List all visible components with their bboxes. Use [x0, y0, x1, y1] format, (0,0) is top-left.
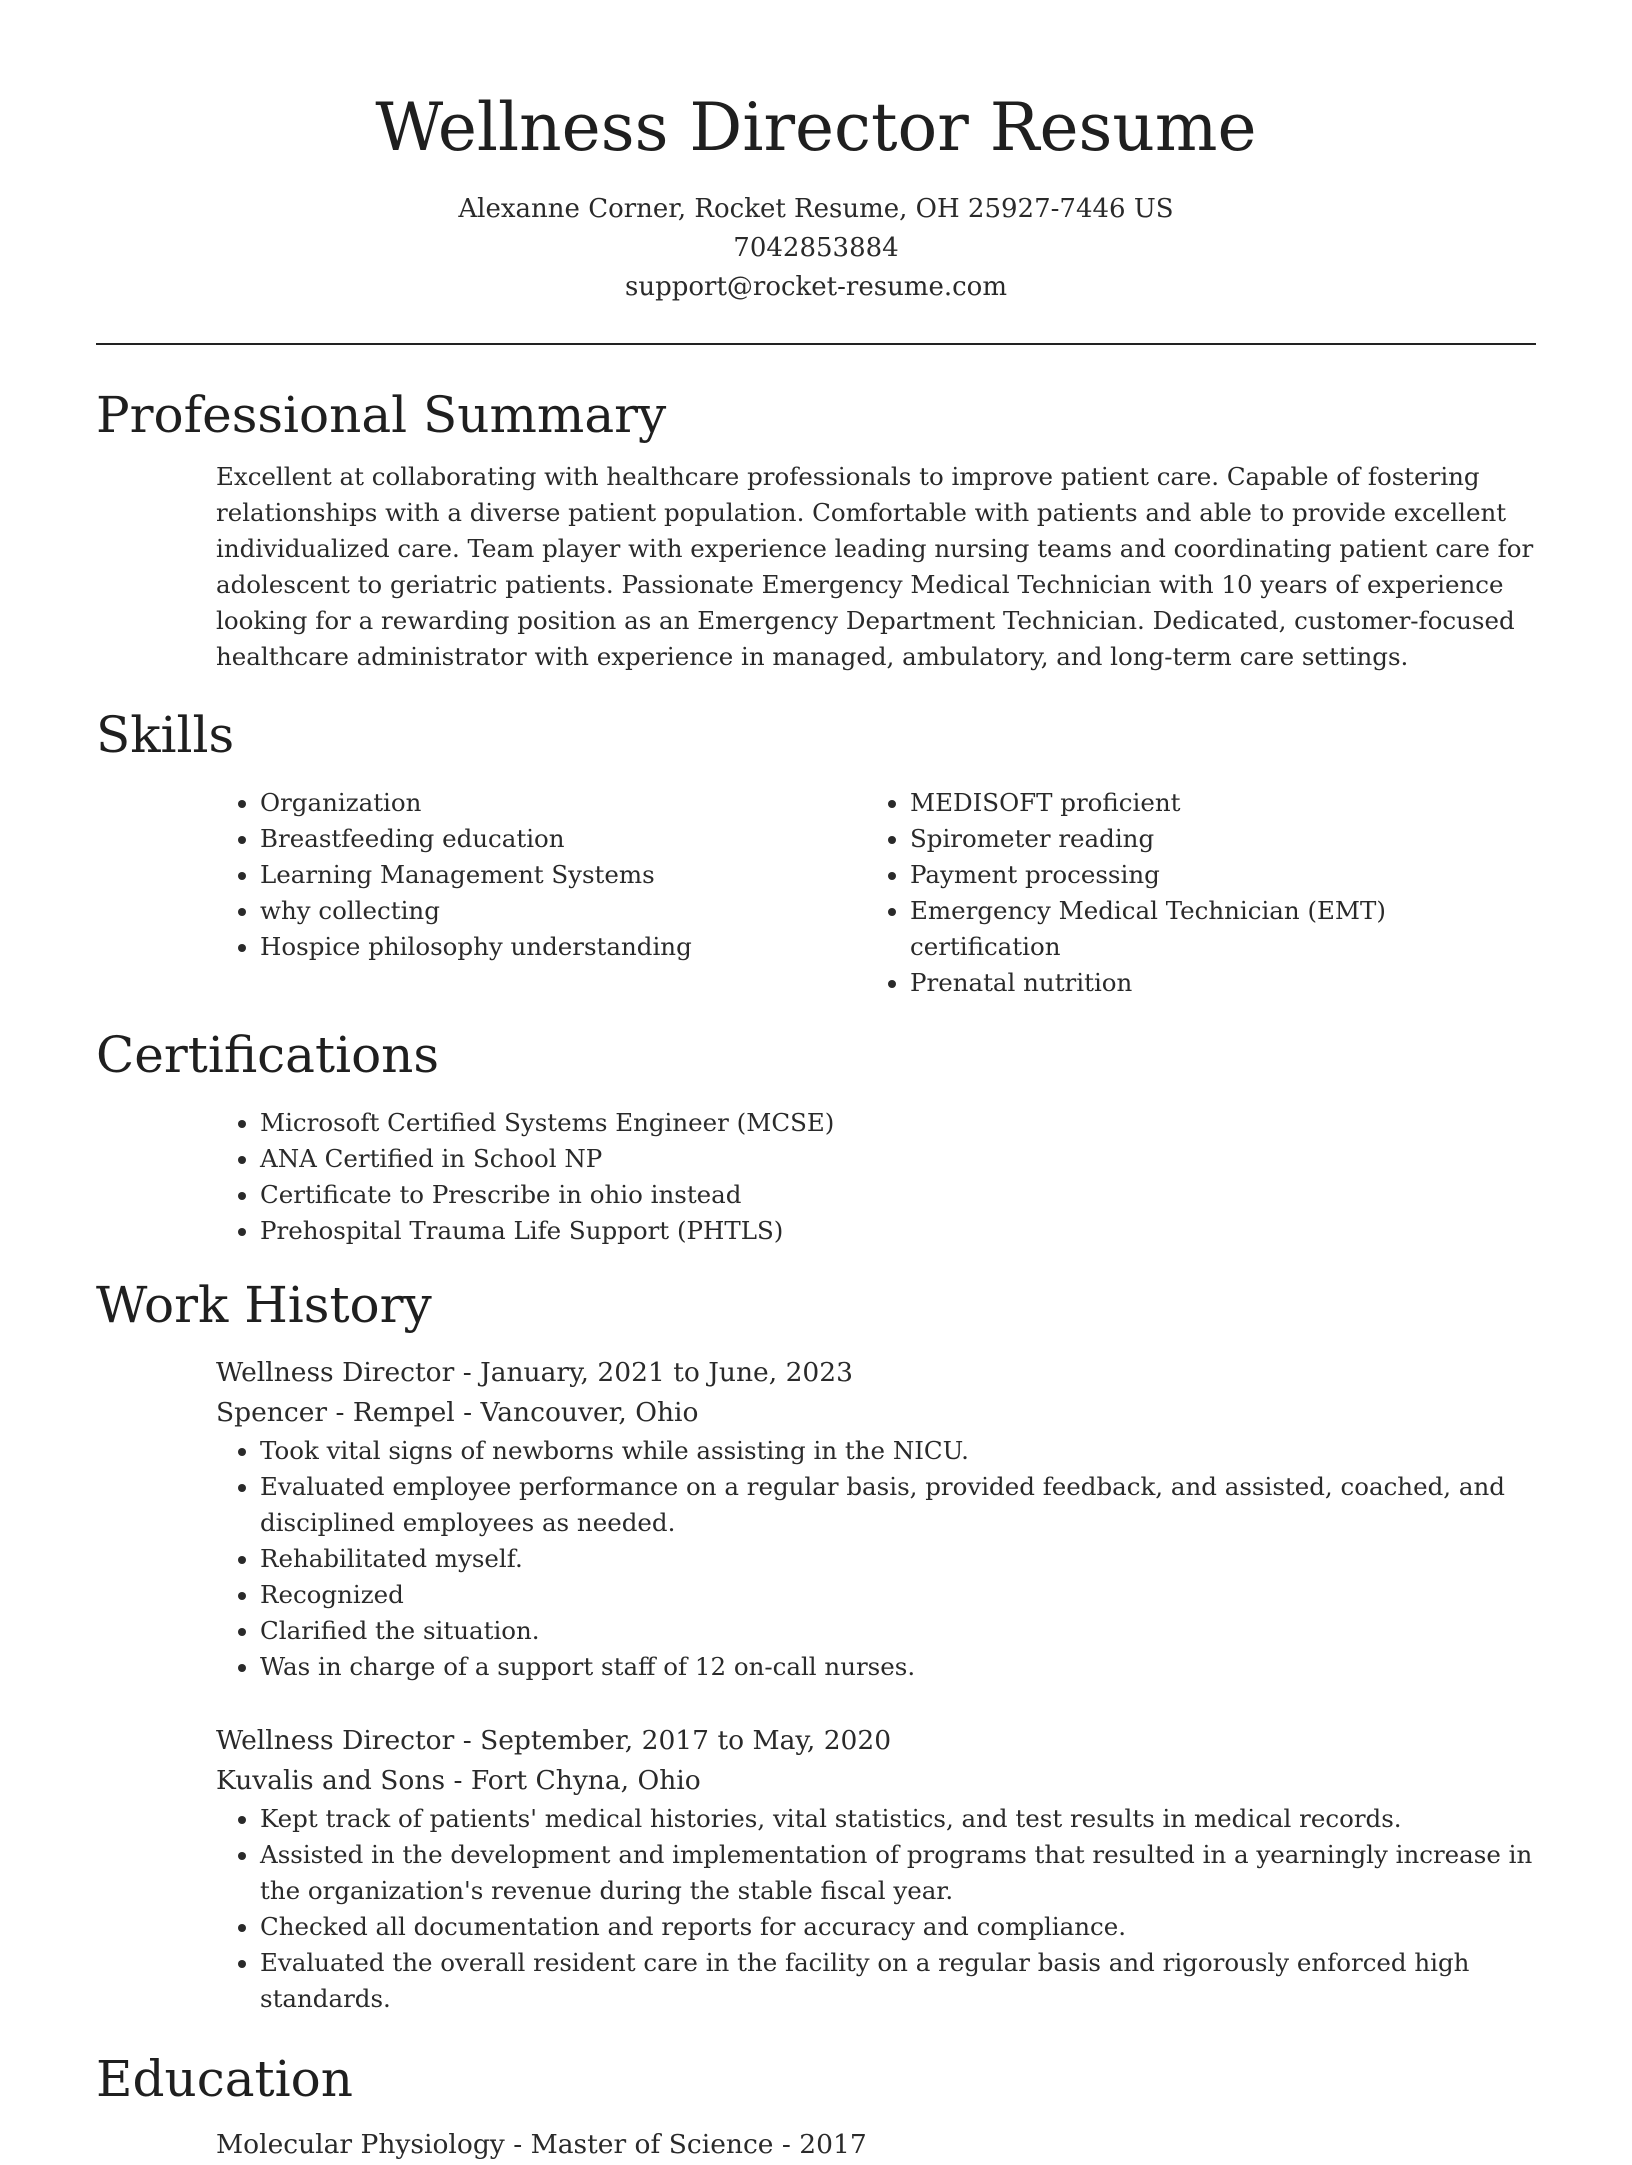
certification-item: • Prehospital Trauma Life Support (PHTLS): [260, 1213, 1536, 1249]
header-divider: [96, 343, 1536, 345]
job-duties-list: [216, 1801, 1536, 2017]
skills-list-right: [866, 785, 1516, 1001]
skill-item: • MEDISOFT proficient: [910, 785, 1516, 821]
skill-item: • Breastfeeding education: [260, 821, 866, 857]
skill-item: • Learning Management Systems: [260, 857, 866, 893]
job-duty-item: • Clarified the situation.: [260, 1613, 1536, 1649]
skill-item: • why collecting: [260, 893, 866, 929]
section-skills: [96, 703, 1536, 1001]
contact-address: Alexanne Corner, Rocket Resume, OH 25927-7446 US: [458, 194, 1174, 224]
job-duty-item: • Evaluated the overall resident care in the facility on a regular basis and rigorously enforced high standards.: [260, 1945, 1536, 2017]
section-education: [96, 2047, 1536, 2165]
skill-item: • Emergency Medical Technician (EMT) certification: [910, 893, 1516, 965]
certification-item: • ANA Certified in School NP: [260, 1141, 1536, 1177]
section-certifications: [96, 1023, 1536, 1249]
certifications-list: [216, 1105, 1536, 1249]
skill-item: • Hospice philosophy understanding: [260, 929, 866, 965]
job-entry: [216, 1721, 1536, 2017]
skills-grid: [216, 785, 1536, 1001]
section-heading-work-history: Work History: [96, 1276, 432, 1334]
job-company-location: Spencer - Rempel - Vancouver, Ohio: [216, 1397, 699, 1428]
job-title-dates: Wellness Director - January, 2021 to June, 2023: [216, 1357, 854, 1388]
resume-title: Wellness Director Resume: [375, 89, 1257, 166]
job-duty-item: • Recognized: [260, 1577, 1536, 1613]
contact-phone: 7042853884: [733, 233, 899, 263]
certifications-bullets: [216, 1105, 1536, 1249]
job-duty-item: • Checked all documentation and reports for accuracy and compliance.: [260, 1909, 1536, 1945]
contact-info: [96, 190, 1536, 307]
skills-column-left: [216, 785, 866, 1001]
section-work-history: [96, 1273, 1536, 2017]
section-heading-certifications: Certifications: [96, 1026, 440, 1084]
summary-paragraph: Excellent at collaborating with healthcare professionals to improve patient care. Capable of fostering relationships with a diverse patient population. Comfortable with patients and able to provide excellent individualized care. Team player with experience leading nursing teams and coordinating patient care for adolescent to geriatric patients. Passionate Emergency Medical Technician with 10 years of experience looking for a rewarding position as an Emergency Department Technician. Dedicated, customer-focused healthcare administrator with experience in managed, ambulatory, and long-term care settings.: [216, 462, 1534, 671]
skills-list-left: [216, 785, 866, 965]
job-duty-item: • Was in charge of a support staff of 12 on-call nurses.: [260, 1649, 1536, 1685]
job-duty-item: • Kept track of patients' medical histories, vital statistics, and test results in medical records.: [260, 1801, 1536, 1837]
education-entry: Molecular Physiology - Master of Science - 2017: [216, 2129, 867, 2160]
skill-item: • Organization: [260, 785, 866, 821]
skill-item: • Prenatal nutrition: [910, 965, 1516, 1001]
job-duties-list: [216, 1433, 1536, 1685]
job-entry: [216, 1353, 1536, 1685]
certification-item: • Microsoft Certified Systems Engineer (MCSE): [260, 1105, 1536, 1141]
resume-header: [96, 0, 1536, 307]
skills-column-right: [866, 785, 1516, 1001]
job-company-location: Kuvalis and Sons - Fort Chyna, Ohio: [216, 1765, 701, 1796]
contact-email: support@rocket-resume.com: [624, 272, 1007, 302]
job-title-dates: Wellness Director - September, 2017 to May, 2020: [216, 1725, 892, 1756]
section-heading-education: Education: [96, 2050, 353, 2108]
job-duty-item: • Evaluated employee performance on a regular basis, provided feedback, and assisted, coached, and disciplined employees as needed.: [260, 1469, 1536, 1541]
section-heading-skills: Skills: [96, 706, 235, 764]
certification-item: • Certificate to Prescribe in ohio instead: [260, 1177, 1536, 1213]
skill-item: • Payment processing: [910, 857, 1516, 893]
job-duty-item: • Assisted in the development and implementation of programs that resulted in a yearningly increase in the organization's revenue during the stable fiscal year.: [260, 1837, 1536, 1909]
job-duty-item: • Rehabilitated myself.: [260, 1541, 1536, 1577]
section-professional-summary: [96, 383, 1536, 675]
job-duty-item: • Took vital signs of newborns while assisting in the NICU.: [260, 1433, 1536, 1469]
section-heading-summary: Professional Summary: [96, 386, 667, 444]
skill-item: • Spirometer reading: [910, 821, 1516, 857]
